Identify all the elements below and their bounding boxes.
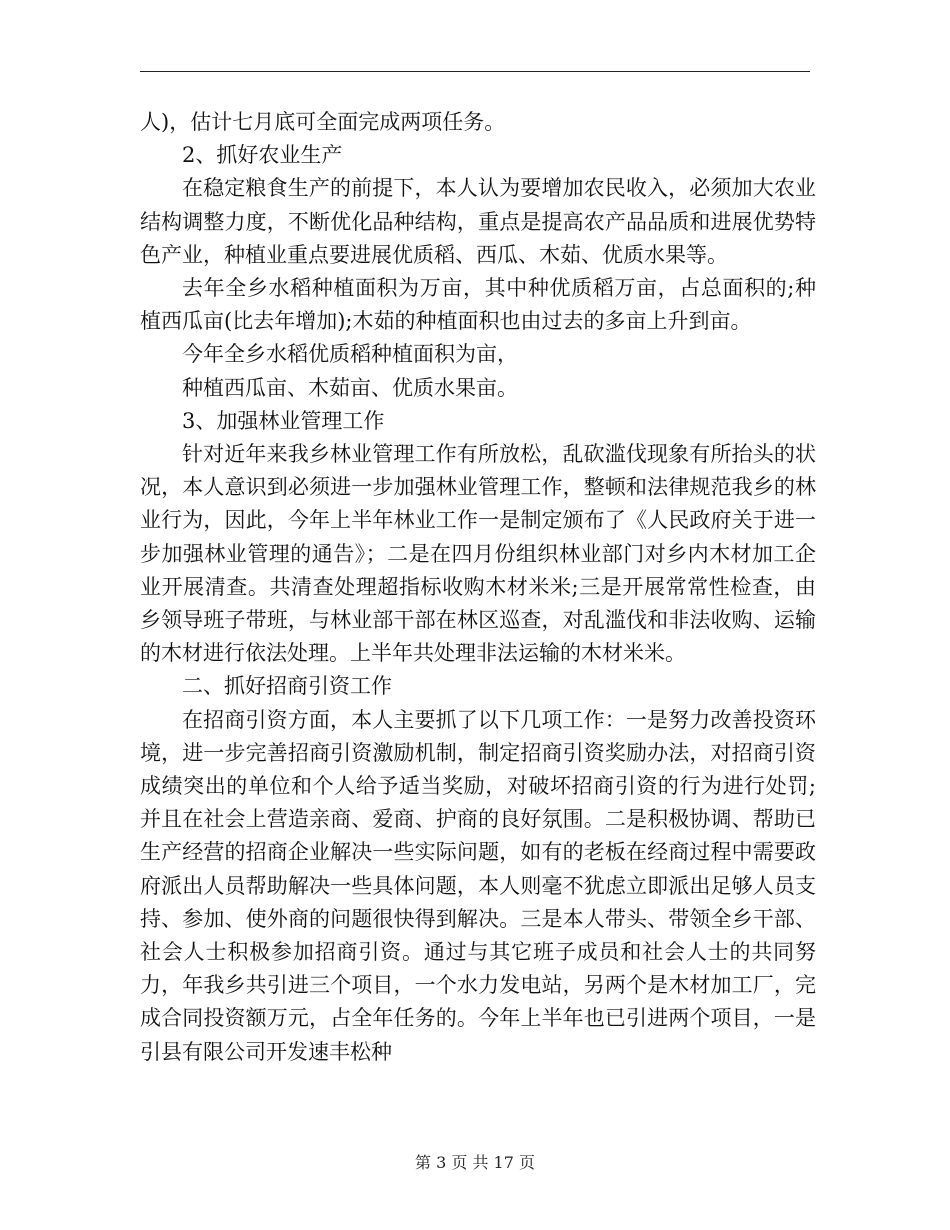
header-rule xyxy=(140,71,810,72)
paragraph: 去年全乡水稻种植面积为万亩，其中种优质稻万亩，占总面积的;种植西瓜亩(比去年增加);木茹的种植面积也由过去的多亩上升到亩。 xyxy=(140,276,816,334)
document-body xyxy=(140,106,816,1069)
paragraph: 针对近年来我乡林业管理工作有所放松，乱砍滥伐现象有所抬头的状况，本人意识到必须进一步加强林业管理工作，整顿和法律规范我乡的林业行为，因此，今年上半年林业工作一是制定颁布了《人民政府关于进一步加强林业管理的通告》；二是在四月份组织林业部门对乡内木材加工企业开展清查。共清查处理超指标收购木材米米;三是开展常常性检查，由乡领导班子带班，与林业部干部在林区巡查，对乱滥伐和非法收购、运输的木材进行依法处理。上半年共处理非法运输的木材米米。 xyxy=(140,442,816,666)
section-heading: 2、抓好农业生产 xyxy=(182,143,343,168)
paragraph: 在稳定粮食生产的前提下，本人认为要增加农民收入，必须加大农业结构调整力度，不断优化品种结构，重点是提高农产品品质和进展优势特色产业，种植业重点要进展优质稻、西瓜、木茹、优质水果等。 xyxy=(140,176,816,267)
paragraph: 今年全乡水稻优质稻种植面积为亩， xyxy=(182,342,518,367)
paragraph: 人)，估计七月底可全面完成两项任务。 xyxy=(140,110,506,134)
section-heading: 3、加强林业管理工作 xyxy=(182,408,385,433)
paragraph: 在招商引资方面，本人主要抓了以下几项工作：一是努力改善投资环境，进一步完善招商引资激励机制，制定招商引资奖励办法，对招商引资成绩突出的单位和个人给予适当奖励，对破坏招商引资的行为进行处罚;并且在社会上营造亲商、爱商、护商的良好氛围。二是积极协调、帮助已生产经营的招商企业解决一些实际问题，如有的老板在经商过程中需要政府派出人员帮助解决一些具体问题，本人则毫不犹虑立即派出足够人员支持、参加、使外商的问题很快得到解决。三是本人带头、带领全乡干部、社会人士积极参加招商引资。通过与其它班子成员和社会人士的共同努力，年我乡共引进三个项目，一个水力发电站，另两个是木材加工厂，完成合同投资额万元，占全年任务的。今年上半年也已引进两个项目，一是引县有限公司开发速丰松种 xyxy=(140,707,816,1064)
section-heading: 二、抓好招商引资工作 xyxy=(182,674,392,699)
page-number: 第 3 页 共 17 页 xyxy=(415,1153,535,1172)
paragraph: 种植西瓜亩、木茹亩、优质水果亩。 xyxy=(182,375,518,400)
